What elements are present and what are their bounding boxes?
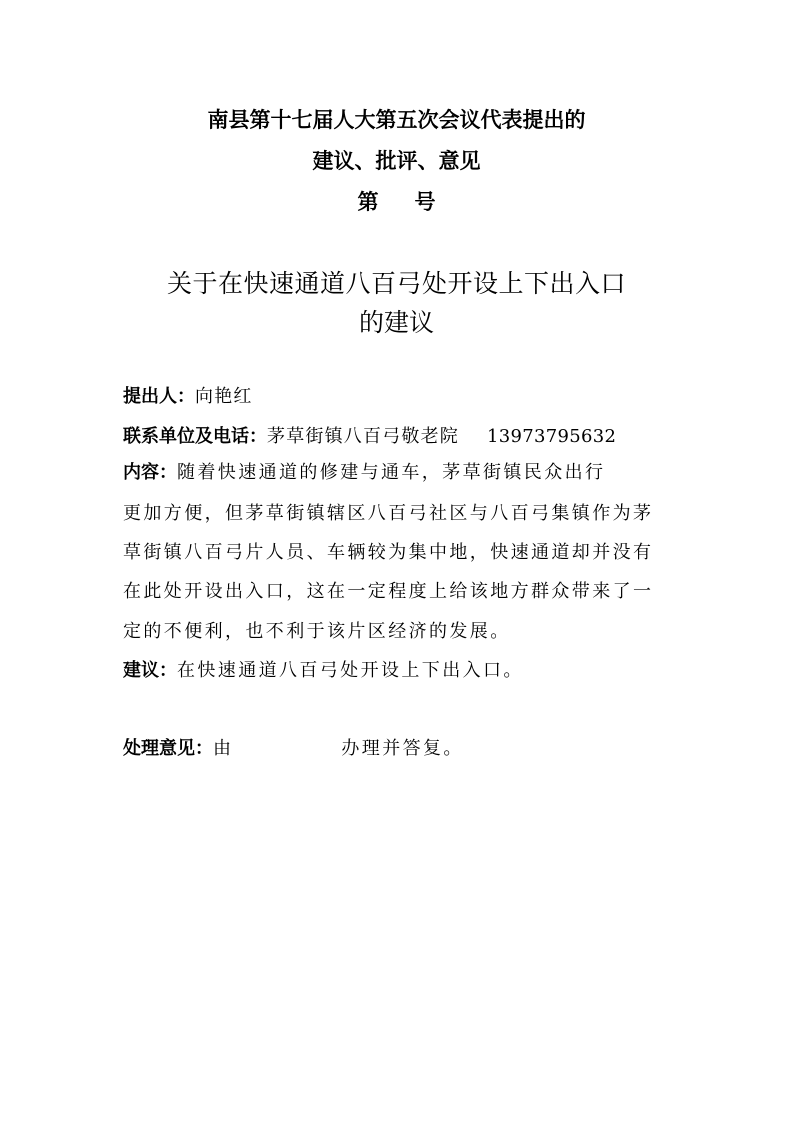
disposal-prefix: 由 — [213, 738, 234, 759]
contact-phone: 13973795632 — [487, 426, 617, 447]
contact-unit: 茅草街镇八百弓敬老院 — [267, 426, 459, 447]
proposal-title-line2: 的建议 — [358, 308, 434, 337]
proposer-value: 向艳红 — [195, 386, 253, 407]
proposal-title-line1: 关于在快速通道八百弓处开设上下出入口 — [166, 269, 626, 298]
contact-label: 联系单位及电话： — [123, 426, 267, 447]
proposer-row — [123, 385, 253, 409]
suggestion-value: 在快速通道八百弓处开设上下出入口。 — [177, 660, 524, 681]
content-line1 — [123, 461, 605, 485]
content-text-1: 随着快速通道的修建与通车，茅草街镇民众出行 — [177, 462, 606, 483]
contact-row — [123, 425, 616, 449]
proposer-label: 提出人： — [123, 386, 195, 407]
disposal-row — [123, 737, 464, 761]
doc-number-suffix: 号 — [414, 190, 436, 214]
content-line3: 草街镇八百弓片人员、车辆较为集中地，快速通道却并没有 — [123, 542, 654, 563]
content-line2: 更加方便，但茅草街镇辖区八百弓社区与八百弓集镇作为茅 — [123, 503, 654, 524]
content-line5: 定的不便利，也不利于该片区经济的发展。 — [123, 621, 511, 642]
content-line4: 在此处开设出入口，这在一定程度上给该地方群众带来了一 — [123, 581, 654, 602]
disposal-label: 处理意见： — [123, 738, 213, 759]
header-title-line1: 南县第十七届人大第五次会议代表提出的 — [207, 108, 586, 132]
doc-number-prefix: 第 — [357, 190, 379, 214]
header-title-line2: 建议、批评、意见 — [312, 149, 481, 173]
suggestion-row — [123, 659, 524, 683]
content-label: 内容： — [123, 462, 177, 483]
suggestion-label: 建议： — [123, 660, 177, 681]
disposal-suffix: 办理并答复。 — [341, 738, 464, 759]
document-number — [0, 189, 793, 215]
